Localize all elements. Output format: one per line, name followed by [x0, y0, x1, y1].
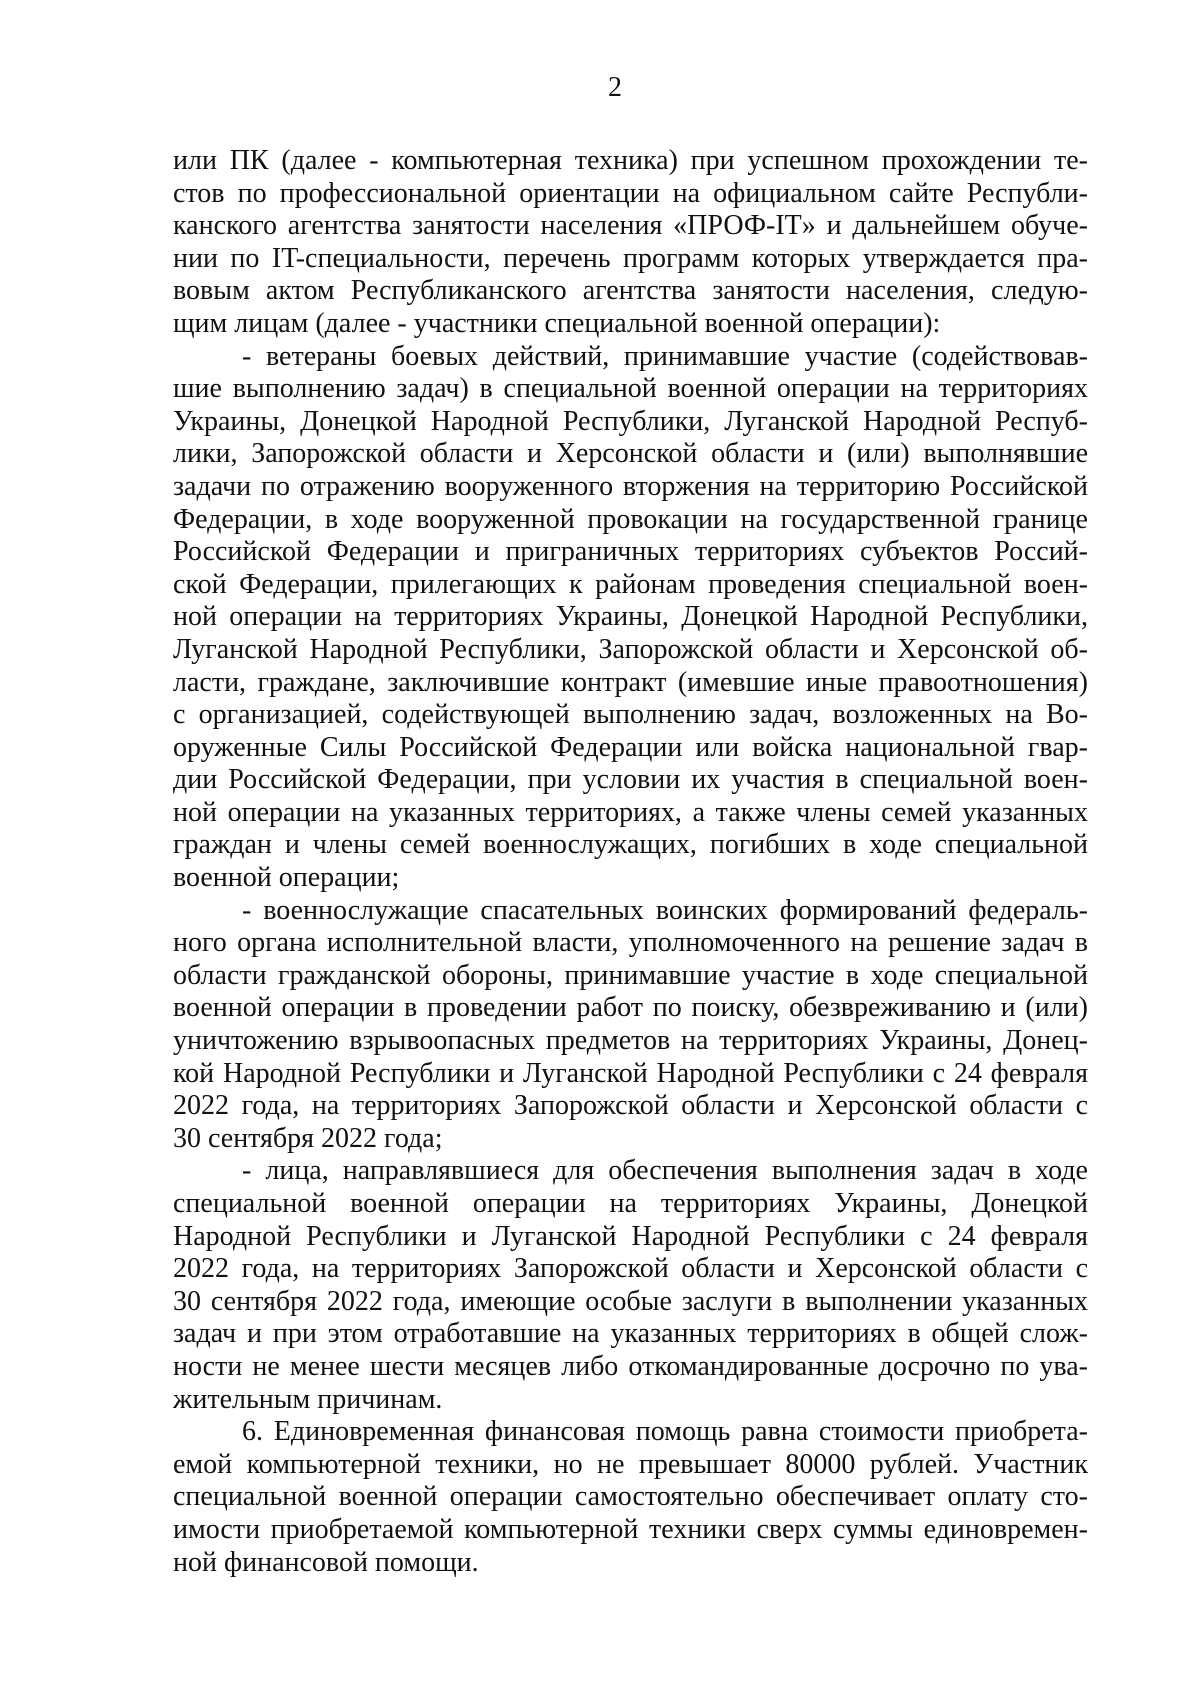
text-line: нии по IT-специальности, перечень программ которых утверждается пра- — [173, 242, 1088, 274]
text-line: ласти, граждане, заключившие контракт (имевшие иные правоотношения) — [173, 666, 1088, 698]
text-line: Федерации, в ходе вооруженной провокации на государственной границе — [173, 503, 1088, 535]
text-line: канского агентства занятости населения «ПРОФ-IT» и дальнейшем обуче- — [173, 210, 1088, 242]
text-line: ской Федерации, прилегающих к районам проведения специальной воен- — [173, 568, 1088, 600]
text-line: - военнослужащие спасательных воинских формирований федераль- — [242, 894, 1088, 926]
text-line: оруженные Силы Российской Федерации или войска национальной гвар- — [173, 731, 1088, 763]
text-line: ной операции на указанных территориях, а также члены семей указанных — [173, 796, 1088, 828]
text-line: кой Народной Республики и Луганской Народной Республики с 24 февраля — [173, 1057, 1088, 1089]
body-text — [173, 145, 1088, 1579]
text-line: имости приобретаемой компьютерной техники сверх суммы единовремен- — [173, 1513, 1088, 1545]
text-line: задач и при этом отработавшие на указанных территориях в общей слож- — [173, 1318, 1088, 1350]
text-line: 6. Единовременная финансовая помощь равна стоимости приобрета- — [242, 1416, 1088, 1448]
text-line: - ветераны боевых действий, принимавшие участие (содействовав- — [242, 340, 1088, 372]
text-line: дии Российской Федерации, при условии их участия в специальной воен- — [173, 764, 1088, 796]
text-line: Украины, Донецкой Народной Республики, Луганской Народной Респуб- — [173, 405, 1088, 437]
text-line: 2022 года, на территориях Запорожской области и Херсонской области с — [173, 1253, 1088, 1285]
text-line: Луганской Народной Республики, Запорожской области и Херсонской об- — [173, 633, 1088, 665]
text-line: уничтожению взрывоопасных предметов на территориях Украины, Донец- — [173, 1025, 1088, 1057]
text-line: граждан и члены семей военнослужащих, погибших в ходе специальной — [173, 829, 1088, 861]
text-line: специальной военной операции самостоятельно обеспечивает оплату сто- — [173, 1481, 1088, 1513]
text-line: военной операции в проведении работ по поиску, обезвреживанию и (или) — [173, 992, 1088, 1024]
text-line: Российской Федерации и приграничных территориях субъектов Россий- — [173, 536, 1088, 568]
text-line: шие выполнению задач) в специальной военной операции на территориях — [173, 373, 1088, 405]
text-line: емой компьютерной техники, но не превышает 80000 рублей. Участник — [173, 1448, 1088, 1480]
text-line: 30 сентября 2022 года, имеющие особые заслуги в выполнении указанных — [173, 1285, 1088, 1317]
text-line: военной операции; — [173, 862, 400, 894]
text-line: жительным причинам. — [173, 1383, 443, 1415]
text-line: или ПК (далее - компьютерная техника) при успешном прохождении те- — [173, 145, 1088, 176]
text-line: с организацией, содействующей выполнению задач, возложенных на Во- — [173, 699, 1088, 731]
text-line: щим лицам (далее - участники специальной военной операции): — [173, 307, 941, 339]
text-line: стов по профессиональной ориентации на официальном сайте Республи- — [173, 177, 1088, 209]
text-line: 30 сентября 2022 года; — [173, 1122, 443, 1154]
text-line: ной финансовой помощи. — [173, 1546, 479, 1578]
text-line: ного органа исполнительной власти, уполномоченного на решение задач в — [173, 927, 1088, 959]
page-number: 2 — [608, 72, 622, 103]
text-line: специальной военной операции на территориях Украины, Донецкой — [173, 1188, 1088, 1219]
text-line: ности не менее шести месяцев либо откомандированные досрочно по ува- — [173, 1350, 1088, 1382]
text-line: - лица, направлявшиеся для обеспечения выполнения задач в ходе — [242, 1155, 1088, 1187]
text-line: Народной Республики и Луганской Народной Республики с 24 февраля — [173, 1220, 1088, 1252]
text-line: области гражданской обороны, принимавшие участие в ходе специальной — [173, 959, 1088, 991]
text-line: вовым актом Республиканского агентства занятости населения, следую- — [173, 275, 1088, 307]
text-line: ной операции на территориях Украины, Донецкой Народной Республики, — [173, 601, 1088, 633]
text-line: задачи по отражению вооруженного вторжения на территорию Российской — [173, 470, 1088, 502]
text-line: лики, Запорожской области и Херсонской области и (или) выполнявшие — [173, 438, 1088, 470]
text-line: 2022 года, на территориях Запорожской области и Херсонской области с — [173, 1090, 1088, 1122]
